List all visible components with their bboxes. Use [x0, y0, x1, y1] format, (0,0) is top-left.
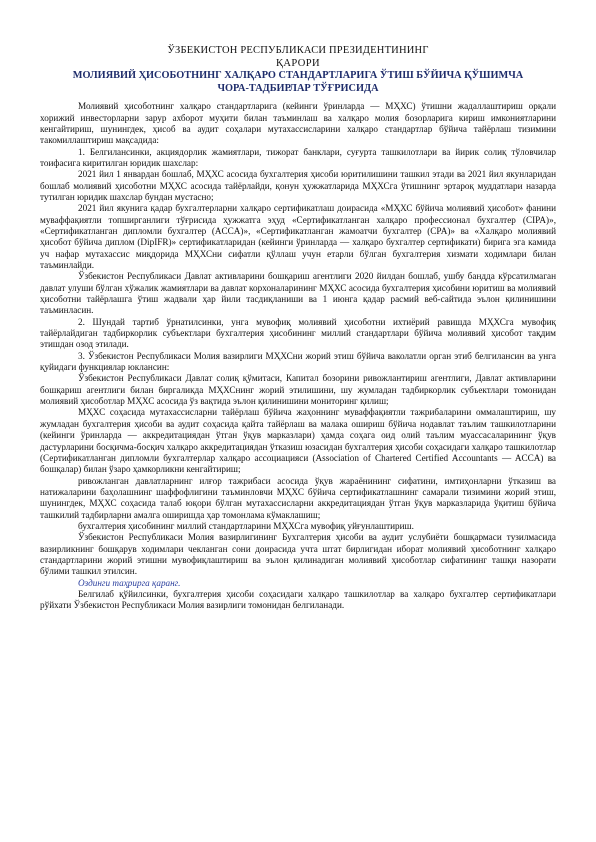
clause-1-item-2: 2021 йил якунига қадар бухгалтерларни халқаро сертификатлаш доирасида «МҲХС бўйича молиявий ҳисобот» фанини муваффақиятли топширганлиги тўғрисида ҳужжатга эҳуд «Сертификатланган халқаро профессионал бухгалтер (CIPA)», «Сертификатланган дипломли бухгалтер (ACCA)», «Сертификатланган жамоатчи бухгалтер (CPA)» ва «Халқаро молиявий ҳисобот бўйича диплом (DipIFR)» сертификатларидан (кейинги ўринларда — халқаро бухгалтер сертификати) бирига эга камида уч нафар мутахассис миқдорида МҲХСни сифатли қўллаш учун етарли бўлган бухгалтерия хизмати ходимлари билан таъминлайди. [40, 203, 556, 270]
document-body [40, 101, 556, 611]
clause-1-agency-paragraph: Ўзбекистон Республикаси Давлат активларини бошқариш агентлиги 2020 йилдан бошлаб, ушбу бандда кўрсатилмаган давлат улуши бўлган хўжалик жамиятлари ва давлат корхоналарининг МҲХС асосида бухгалтерия ҳисобини юритиш ва молиявий ҳисоботни тайёрлашга ўтиш жадвали ҳар йили тасдиқланиши ва 1 июнга қадар расмий веб-сайтида эълон қилинишини таъминласин. [40, 271, 556, 316]
previous-edition-link[interactable]: Оздинги таҳрирга қаранг. [78, 577, 181, 588]
clause-2: 2. Шундай тартиб ўрнатилсинки, унга мувофиқ молиявий ҳисоботни ихтиёрий равишда МҲХСга мувофиқ тайёрлайдиган тадбиркорлик субъектлари бухгалтерия ҳисобининг миллий стандартлари бўйича молиявий ҳисобот тақдим этишдан озод этилади. [40, 316, 556, 350]
preamble-paragraph: Молиявий ҳисоботнинг халқаро стандартларига (кейинги ўринларда — МҲХС) ўтишни жадаллаштириш орқали хорижий инвесторларни зарур ахборот муҳити билан таъминлаш ва халқаро молия бозорларига кириш имкониятларини кенгайтириш, шунингдек, ҳисоб ва аудит соҳалари мутахассисларини халқаро стандартлар бўйича тайёрлаш тизимини такомиллаштириш мақсадида: [40, 101, 556, 146]
document-type: ҚАРОРИ [276, 58, 320, 69]
issuer-line: ЎЗБЕКИСТОН РЕСПУБЛИКАСИ ПРЕЗИДЕНТИНИНГ [167, 45, 429, 56]
clause-1: 1. Белгилансинки, акциядорлик жамиятлари, тижорат банклари, суғурта ташкилотлари ва йирик солиқ тўловчилар тоифасига киритилган юридик шахслар: [40, 146, 556, 168]
ministry-department-paragraph: Ўзбекистон Республикаси Молия вазирлигининг Бухгалтерия ҳисоби ва аудит услубиёти бошқармаси тузилмасида вазирликнинг бошқарув ходимлари чекланган сони доирасида учта штат бирлигидан иборат молиявий ҳисоботнинг халқаро стандартларини жорий этишни мувофиқлаштириш ва эълон қилинадиган молиявий ҳисоботлар сифатининг ташқи назорати бўлими ташкил этилсин. [40, 532, 556, 577]
document-title-line-1: МОЛИЯВИЙ ҲИСОБОТНИНГ ХАЛҚАРО СТАНДАРТЛАРИГА ЎТИШ БЎЙИЧА ҚЎШИМЧА [72, 70, 524, 81]
clause-3: 3. Ўзбекистон Республикаси Молия вазирлиги МҲХСни жорий этиш бўйича ваколатли орган этиб белгилансин ва унга қуйидаги функциялар юклансин: [40, 350, 556, 373]
document-title-line-2: ЧОРА-ТАДБИРЛАР ТЎҒРИСИДА [217, 82, 379, 94]
clause-1-item-1: 2021 йил 1 январдан бошлаб, МҲХС асосида бухгалтерия ҳисоби юритилишини ташкил этади ва 2021 йил якунларидан бошлаб молиявий ҳисоботни МҲХС асосида тайёрлайди, қонун ҳужжатларида МҲХСга ўтишнинг эртароқ муддатлари назарда тутилган юридик шахслар бундан мустасно; [40, 169, 556, 202]
clause-3-function-3: ривожланган давлатларнинг илғор тажрибаси асосида ўқув жараёнининг сифатини, имтиҳонларни ўтказиш ва натижаларини баҳолашнинг шаффофлигини таъминловчи МҲХС бўйича сертификатлашнинг самарали тизимини жорий этиш, шунингдек, МҲХС соҳасида талаб юқори бўлган мутахассисларни аккредитациядан ўтган ўқув марказларида ўқитиш бўйича ташкилий тадбирларни амалга оширишда ҳар томонлама кўмаклашиш; [40, 475, 556, 520]
clause-3-function-2: МҲХС соҳасида мутахассисларни тайёрлаш бўйича жаҳоннинг муваффақиятли тажрибаларини оммалаштириш, шу жумладан бухгалтерия ҳисоби ва аудит соҳасида қайта тайёрлаш ва малака ошириш бўйича нодавлат таълим ташкилотларини (кейинги ўринларда — аккредитациядан ўтган ўқув марказлари) ҳамда соҳага оид олий таълим муассасаларининг ўқув дастурларини босқичма-босқич халқаро аккредитациядан ўтказиш юзасидан бухгалтерия ҳисоби соҳасидаги халқаро ташкилотлар (Сертификатланган дипломли бухгалтерлар халқаро ассоциацияси (Association of Chartered Certified Accountants — ACCA) ва бошқалар) билан ўзаро ҳамкорликни кенгайтириш; [40, 407, 556, 475]
final-paragraph: Белгилаб қўйилсинки, бухгалтерия ҳисоби соҳасидаги халқаро ташкилотлар ва халқаро бухгалтер сертификатлари рўйхати Ўзбекистон Республикаси Молия вазирлиги томонидан белгиланади. [40, 588, 556, 611]
clause-3-function-4: бухгалтерия ҳисобининг миллий стандартларини МҲХСга мувофиқ уйғунлаштириш. [78, 520, 414, 531]
clause-3-function-1: Ўзбекистон Республикаси Давлат солиқ қўмитаси, Капитал бозорини ривожлантириш агентлиги, Давлат активларини бошқариш агентлиги билан биргаликда МҲХСнинг жорий этилишини, шу жумладан тадбиркорлик субъектлари томонидан молиявий ҳисоботлар МҲХС асосида ўз вақтида эълон қилинишини мониторинг қилиш; [40, 373, 556, 407]
